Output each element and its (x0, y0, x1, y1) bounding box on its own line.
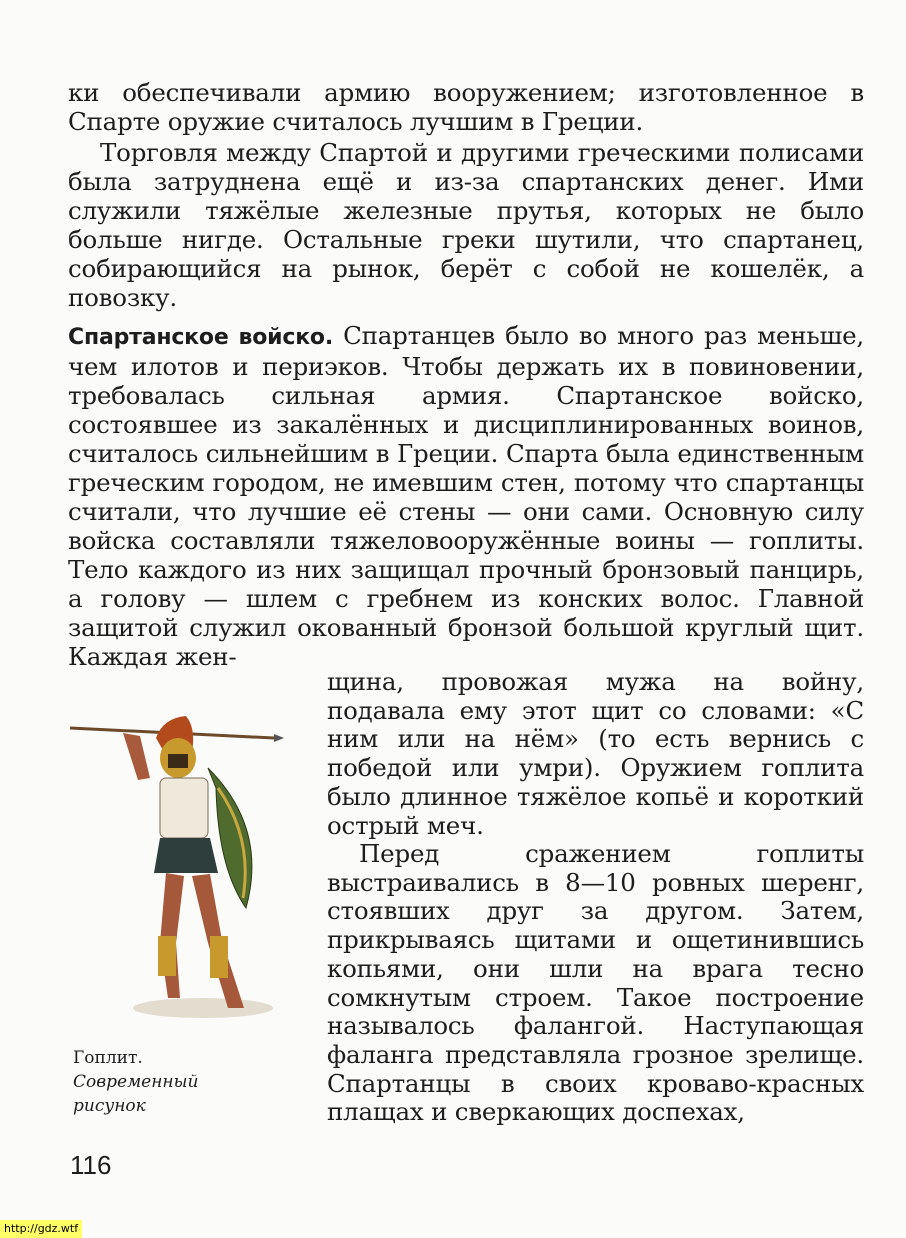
hoplite-drawing (68, 708, 290, 1038)
page-number: 116 (70, 1150, 112, 1180)
paragraph-3-continued (327, 668, 864, 840)
paragraph-2-text: Торговля между Спартой и другими греческими полисами была затруднена ещё и из-за спартанских денег. Ими служили тяжёлые железные прутья, которых не было больше нигде. Остальные греки шутили, что спартанец, собирающийся на рынок, берёт с собой не кошелёк, а повозку. (68, 138, 864, 312)
caption-subtitle-line2: рисунок (73, 1096, 146, 1116)
paragraph-3-text: Спартанцев было во много раз меньше, чем илотов и периэков. Чтобы держать их в повиновении, требовалась сильная армия. Спартанское войско, состоявшее из закалённых и дисциплинированных воинов, считалось сильнейшим в Греции. Спарта была единственным греческим городом, не имевшим стен, потому что спартанцы считали, что лучшие её стены — они сами. Основную силу войска составляли тяжеловооружённые воины — гоплиты. Тело каждого из них защищал прочный бронзовый панцирь, а голову — шлем с гребнем из конских волос. Главной защитой служил окованный бронзой большой круглый щит. Каждая жен- (68, 321, 864, 671)
paragraph-3 (68, 321, 864, 671)
watermark-link[interactable]: http://gdz.wtf (0, 1220, 82, 1238)
paragraph-1-text: ки обеспечивали армию вооружением; изготовленное в Спарте оружие считалось лучшим в Греции. (68, 78, 864, 136)
figure-caption (73, 1046, 273, 1118)
caption-title: Гоплит. (73, 1048, 143, 1068)
caption-subtitle-line1: Современный (73, 1072, 199, 1092)
paragraph-3-cont-text: щина, провожая мужа на войну, подавала ему этот щит со словами: «С ним или на нём» (то есть вернись с победой или умри). Оружием гоплита было длинное тяжёлое копьё и короткий острый меч. (327, 667, 864, 840)
paragraph-3-body (68, 321, 864, 671)
paragraph-4 (327, 840, 864, 1127)
paragraph-1 (68, 78, 864, 136)
paragraph-2 (68, 138, 864, 312)
hoplite-illustration (68, 708, 290, 1038)
section-heading: Спартанское войско. (68, 325, 333, 350)
paragraph-4-text: Перед сражением гоплиты выстраивались в 8—10 ровных шеренг, стоявших друг за другом. Затем, прикрываясь щитами и ощетинившись копьями, они шли на врага тесно сомкнутым строем. Такое построение называлось фалангой. Наступающая фаланга представляла грозное зрелище. Спартанцы в своих кроваво-красных плащах и сверкающих доспехах, (327, 839, 864, 1127)
